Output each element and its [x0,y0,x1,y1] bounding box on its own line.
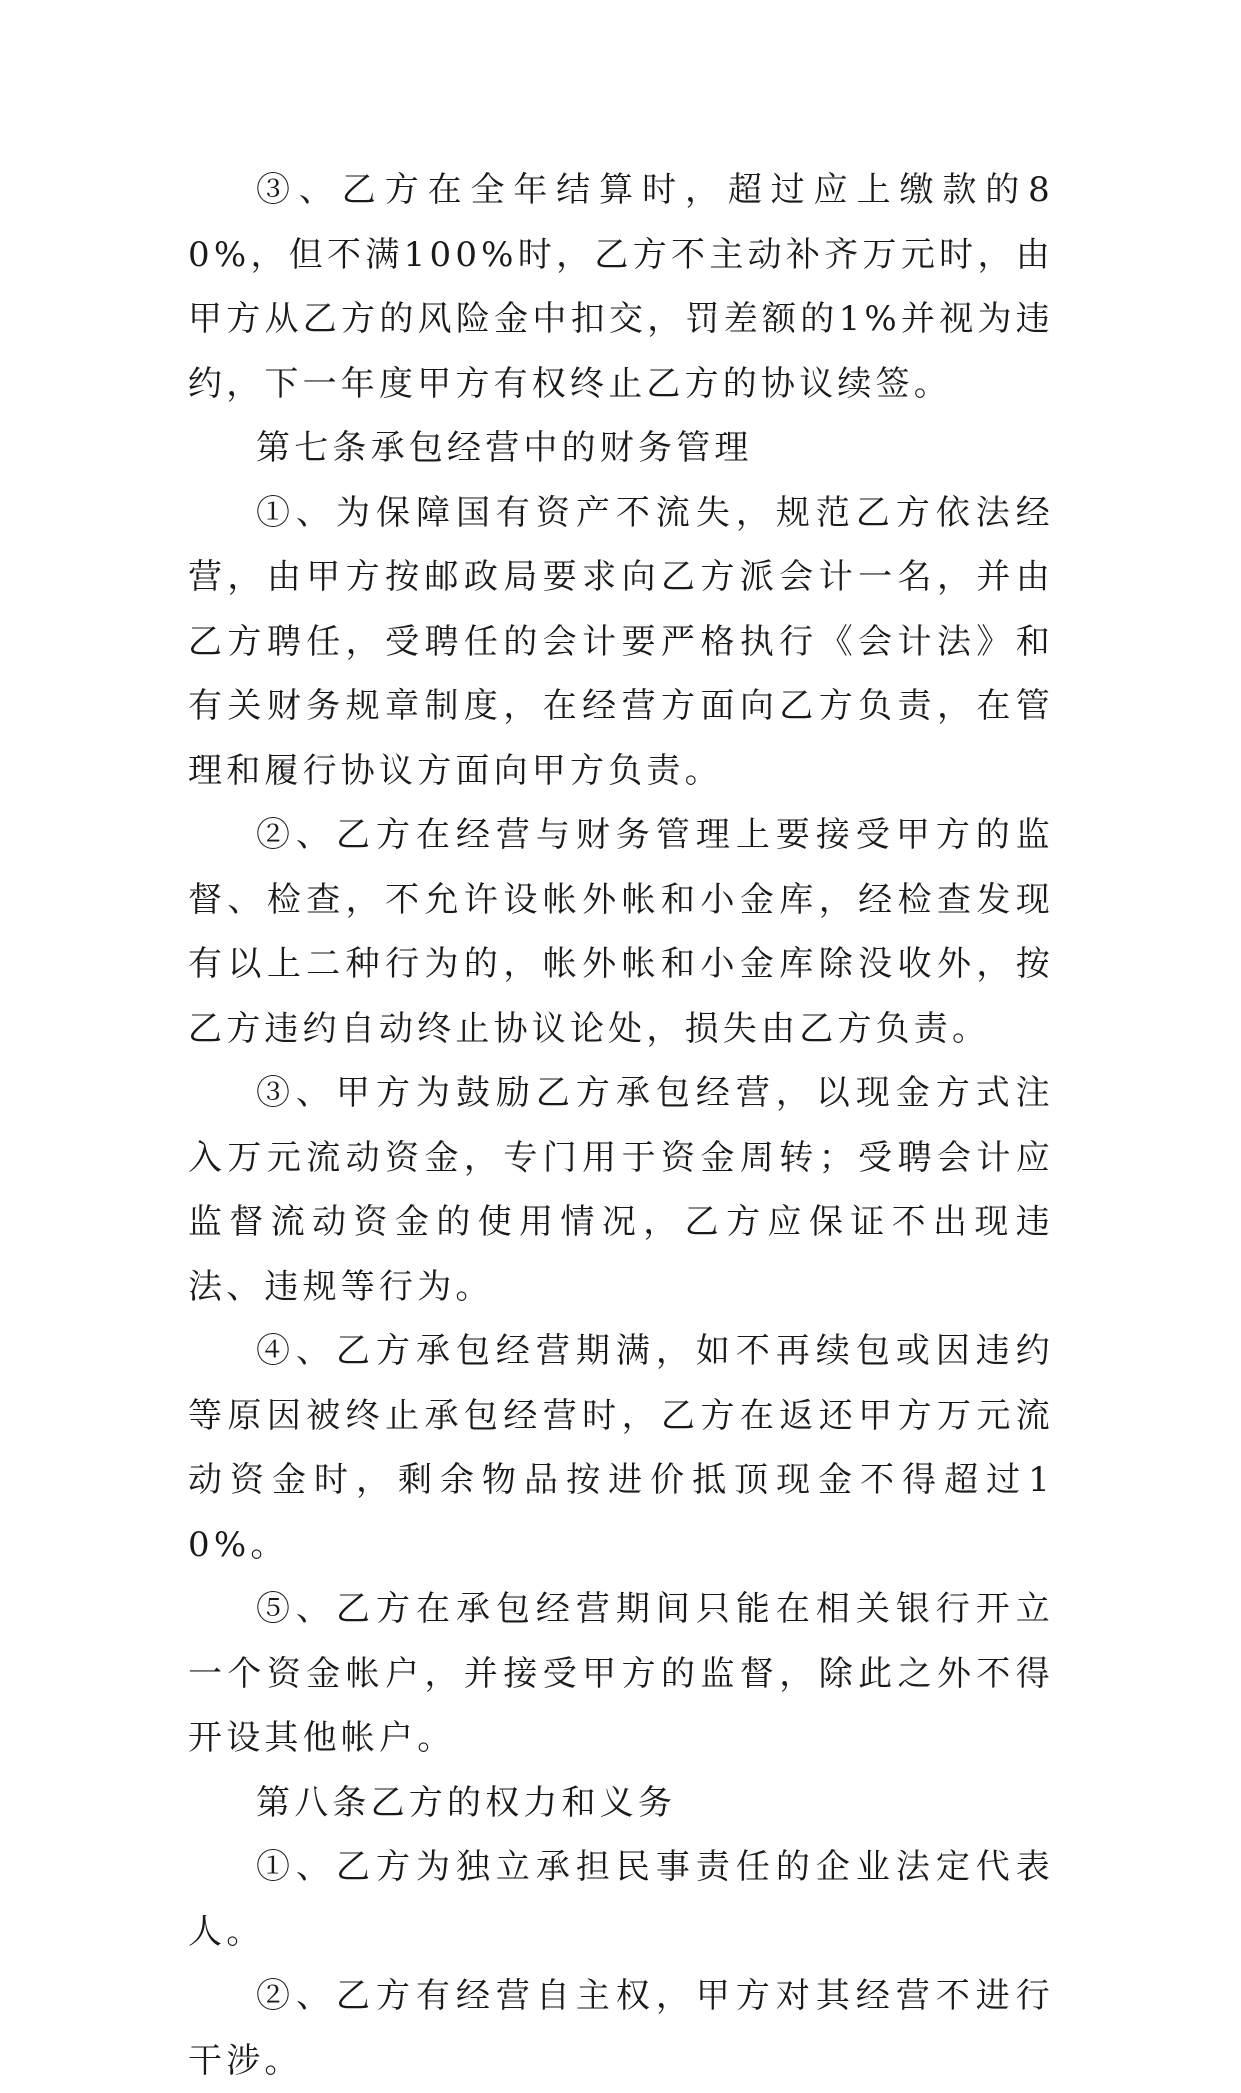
paragraph-finance-clause-5: ⑤、乙方在承包经营期间只能在相关银行开立一个资金帐户，并接受甲方的监督，除此之外不得开设其他帐户。 [188,1589,1054,1758]
paragraph-finance-clause-2: ②、乙方在经营与财务管理上要接受甲方的监督、检查，不允许设帐外帐和小金库，经检查发现有以上二种行为的，帐外帐和小金库除没收外，按乙方违约自动终止协议论处，损失由乙方负责。 [188,815,1054,1049]
paragraph-finance-clause-4: ④、乙方承包经营期满，如不再续包或因违约等原因被终止承包经营时，乙方在返还甲方万元流动资金时，剩余物品按进价抵顶现金不得超过10%。 [188,1331,1054,1565]
paragraph-finance-clause-3: ③、甲方为鼓励乙方承包经营，以现金方式注入万元流动资金，专门用于资金周转；受聘会计应监督流动资金的使用情况，乙方应保证不出现违法、违规等行为。 [188,1073,1054,1307]
paragraph-rights-clause-2: ②、乙方有经营自主权，甲方对其经营不进行干涉。 [188,1976,1054,2081]
section-heading-article-8: 第八条乙方的权力和义务 [256,1782,677,1823]
paragraph-rights-clause-1: ①、乙方为独立承担民事责任的企业法定代表人。 [188,1847,1054,1952]
paragraph-settlement-clause-3: ③、乙方在全年结算时，超过应上缴款的80%，但不满100%时，乙方不主动补齐万元时，由甲方从乙方的风险金中扣交，罚差额的1%并视为违约，下一年度甲方有权终止乙方的协议续签。 [188,170,1054,404]
section-heading-article-7: 第七条承包经营中的财务管理 [256,428,753,468]
paragraph-finance-clause-1: ①、为保障国有资产不流失，规范乙方依法经营，由甲方按邮政局要求向乙方派会计一名，并由乙方聘任，受聘任的会计要严格执行《会计法》和有关财务规章制度，在经营方面向乙方负责，在管理和履行协议方面向甲方负责。 [188,492,1054,791]
document-body [188,158,1054,2093]
